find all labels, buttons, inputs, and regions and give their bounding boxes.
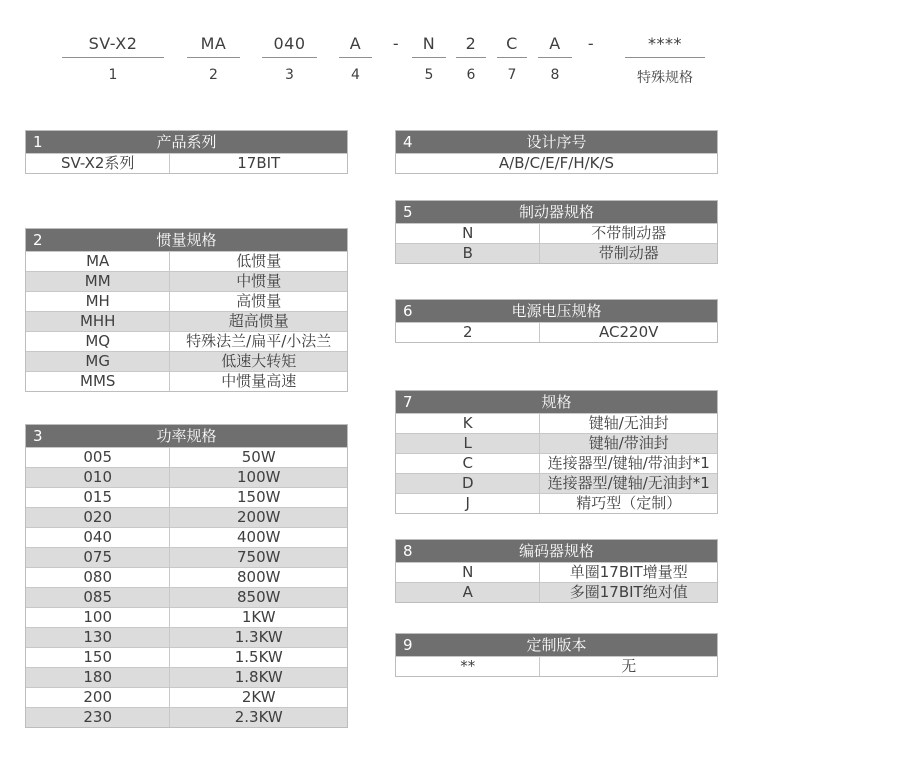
- table-header: [26, 425, 347, 447]
- table-row: [26, 311, 347, 331]
- table-index: 6: [403, 302, 413, 320]
- desc-cell: 2.3KW: [234, 708, 283, 726]
- desc-cell: 850W: [236, 588, 281, 606]
- code-text: 040: [262, 30, 317, 58]
- table-row: [26, 587, 347, 607]
- code-cell: J: [396, 494, 540, 513]
- spec-table-9: [395, 633, 718, 677]
- tables-column-right: [395, 130, 718, 677]
- table-row: [26, 291, 347, 311]
- spec-table-5: [395, 200, 718, 264]
- table-title: 定制版本: [526, 636, 587, 654]
- code-cell: SV-X2系列: [26, 154, 170, 173]
- code-position-label: 8: [550, 67, 560, 83]
- spec-table-4: [395, 130, 718, 174]
- spec-table-7: [395, 390, 718, 514]
- desc-cell: 400W: [236, 528, 281, 546]
- table-index: 5: [403, 203, 413, 221]
- code-cell: MM: [26, 272, 170, 291]
- code-segment: [538, 30, 572, 83]
- table-row: [26, 251, 347, 271]
- code-cell: K: [396, 414, 540, 433]
- desc-cell: 1.5KW: [234, 648, 283, 666]
- code-position-label: 6: [466, 67, 476, 83]
- desc-cell: 无: [621, 657, 637, 675]
- code-separator: [580, 30, 602, 67]
- value-cell: A/B/C/E/F/H/K/S: [498, 154, 615, 172]
- table-row: [26, 527, 347, 547]
- table-title: 产品系列: [156, 133, 217, 151]
- code-text: 2: [456, 30, 486, 58]
- table-row: [26, 487, 347, 507]
- table-header: [396, 540, 717, 562]
- table-index: 1: [33, 133, 43, 151]
- code-text: A: [339, 30, 372, 58]
- spec-table-1: [25, 130, 348, 174]
- desc-cell: 连接器型/键轴/无油封*1: [547, 474, 710, 492]
- spec-table-2: [25, 228, 348, 392]
- table-title: 规格: [541, 393, 572, 411]
- code-text: C: [497, 30, 527, 58]
- table-row: [396, 413, 717, 433]
- desc-cell: 1KW: [241, 608, 276, 626]
- desc-cell: 连接器型/键轴/带油封*1: [547, 454, 710, 472]
- table-title: 设计序号: [526, 133, 587, 151]
- code-position-label: 特殊规格: [637, 70, 693, 86]
- desc-cell: 中惯量: [236, 272, 282, 290]
- table-row: [396, 243, 717, 263]
- code-cell: N: [396, 563, 540, 582]
- table-header: [396, 300, 717, 322]
- desc-cell: 单圈17BIT增量型: [569, 563, 688, 581]
- table-row: [26, 467, 347, 487]
- table-row: [26, 667, 347, 687]
- table-row: [396, 223, 717, 243]
- table-index: 3: [33, 427, 43, 445]
- table-row: [26, 271, 347, 291]
- table-row: [26, 567, 347, 587]
- code-cell: D: [396, 474, 540, 493]
- code-text: -: [587, 34, 595, 53]
- table-row: [396, 322, 717, 342]
- table-header: [396, 201, 717, 223]
- table-header: [396, 391, 717, 413]
- code-position-label: 3: [285, 67, 294, 83]
- spec-table-6: [395, 299, 718, 343]
- table-row: [26, 647, 347, 667]
- code-cell: 005: [26, 448, 170, 467]
- table-row: [26, 331, 347, 351]
- code-cell: L: [396, 434, 540, 453]
- code-position-label: 5: [424, 67, 434, 83]
- desc-cell: 1.3KW: [234, 628, 283, 646]
- code-text: ****: [625, 30, 705, 58]
- code-cell: 075: [26, 548, 170, 567]
- table-row: [396, 582, 717, 602]
- code-cell: 2: [396, 323, 540, 342]
- desc-cell: 特殊法兰/扁平/小法兰: [186, 332, 332, 350]
- code-cell: **: [396, 657, 540, 676]
- table-title: 制动器规格: [518, 203, 594, 221]
- table-row: [396, 453, 717, 473]
- code-cell: 085: [26, 588, 170, 607]
- code-cell: 130: [26, 628, 170, 647]
- code-position-label: 7: [507, 67, 517, 83]
- code-cell: MMS: [26, 372, 170, 391]
- code-text: -: [392, 34, 400, 53]
- spec-table-8: [395, 539, 718, 603]
- code-segment: [497, 30, 527, 83]
- code-segment: [62, 30, 164, 83]
- code-segment: [339, 30, 372, 83]
- desc-cell: 200W: [236, 508, 281, 526]
- table-row: [26, 547, 347, 567]
- spec-table-3: [25, 424, 348, 728]
- table-row: [396, 433, 717, 453]
- code-cell: 150: [26, 648, 170, 667]
- code-cell: MA: [26, 252, 170, 271]
- desc-cell: 中惯量高速: [221, 372, 297, 390]
- desc-cell: 1.8KW: [234, 668, 283, 686]
- code-cell: MH: [26, 292, 170, 311]
- table-index: 2: [33, 231, 43, 249]
- table-row: [26, 687, 347, 707]
- desc-cell: 精巧型（定制）: [576, 494, 682, 512]
- desc-cell: 750W: [236, 548, 281, 566]
- code-text: SV-X2: [62, 30, 164, 58]
- desc-cell: 17BIT: [237, 154, 281, 172]
- desc-cell: 800W: [236, 568, 281, 586]
- code-cell: 180: [26, 668, 170, 687]
- code-cell: C: [396, 454, 540, 473]
- table-title: 惯量规格: [156, 231, 217, 249]
- table-row: [396, 656, 717, 676]
- desc-cell: 150W: [236, 488, 281, 506]
- table-row: [26, 707, 347, 727]
- code-cell: MG: [26, 352, 170, 371]
- table-row: [396, 153, 717, 173]
- desc-cell: 低惯量: [236, 252, 282, 270]
- desc-cell: 高惯量: [236, 292, 282, 310]
- table-header: [26, 229, 347, 251]
- table-row: [26, 507, 347, 527]
- code-text: A: [538, 30, 572, 58]
- table-header: [396, 634, 717, 656]
- desc-cell: 带制动器: [598, 244, 659, 262]
- table-row: [26, 351, 347, 371]
- desc-cell: 100W: [236, 468, 281, 486]
- desc-cell: 50W: [241, 448, 276, 466]
- code-position-label: 1: [108, 67, 118, 83]
- code-cell: 200: [26, 688, 170, 707]
- table-title: 功率规格: [156, 427, 217, 445]
- table-title: 编码器规格: [518, 542, 594, 560]
- code-cell: MHH: [26, 312, 170, 331]
- table-row: [26, 153, 347, 173]
- table-header: [396, 131, 717, 153]
- table-title: 电源电压规格: [511, 302, 602, 320]
- table-row: [396, 473, 717, 493]
- code-cell: N: [396, 224, 540, 243]
- code-text: N: [412, 30, 446, 58]
- table-row: [26, 627, 347, 647]
- code-cell: 100: [26, 608, 170, 627]
- desc-cell: 键轴/带油封: [588, 434, 669, 452]
- table-index: 7: [403, 393, 413, 411]
- tables-column-left: [25, 130, 348, 728]
- table-header: [26, 131, 347, 153]
- desc-cell: AC220V: [599, 323, 659, 341]
- desc-cell: 不带制动器: [591, 224, 667, 242]
- code-cell: 015: [26, 488, 170, 507]
- desc-cell: 2KW: [241, 688, 276, 706]
- code-cell: 010: [26, 468, 170, 487]
- code-cell: 020: [26, 508, 170, 527]
- table-row: [396, 562, 717, 582]
- code-cell: 040: [26, 528, 170, 547]
- table-row: [26, 371, 347, 391]
- desc-cell: 键轴/无油封: [588, 414, 669, 432]
- code-separator: [385, 30, 407, 67]
- table-index: 8: [403, 542, 413, 560]
- code-cell: MQ: [26, 332, 170, 351]
- code-cell: 230: [26, 708, 170, 727]
- code-segment: [625, 30, 705, 87]
- desc-cell: 超高惯量: [228, 312, 289, 330]
- code-position-label: 4: [351, 67, 360, 83]
- table-row: [396, 493, 717, 513]
- code-text: MA: [187, 30, 240, 58]
- table-row: [26, 447, 347, 467]
- code-cell: A: [396, 583, 540, 602]
- code-cell: B: [396, 244, 540, 263]
- table-row: [26, 607, 347, 627]
- code-segment: [187, 30, 240, 83]
- model-code-row: [0, 30, 900, 122]
- code-segment: [456, 30, 486, 83]
- desc-cell: 多圈17BIT绝对值: [569, 583, 688, 601]
- code-cell: 080: [26, 568, 170, 587]
- code-segment: [412, 30, 446, 83]
- table-index: 9: [403, 636, 413, 654]
- table-index: 4: [403, 133, 413, 151]
- desc-cell: 低速大转矩: [221, 352, 297, 370]
- code-position-label: 2: [209, 67, 218, 83]
- code-segment: [262, 30, 317, 83]
